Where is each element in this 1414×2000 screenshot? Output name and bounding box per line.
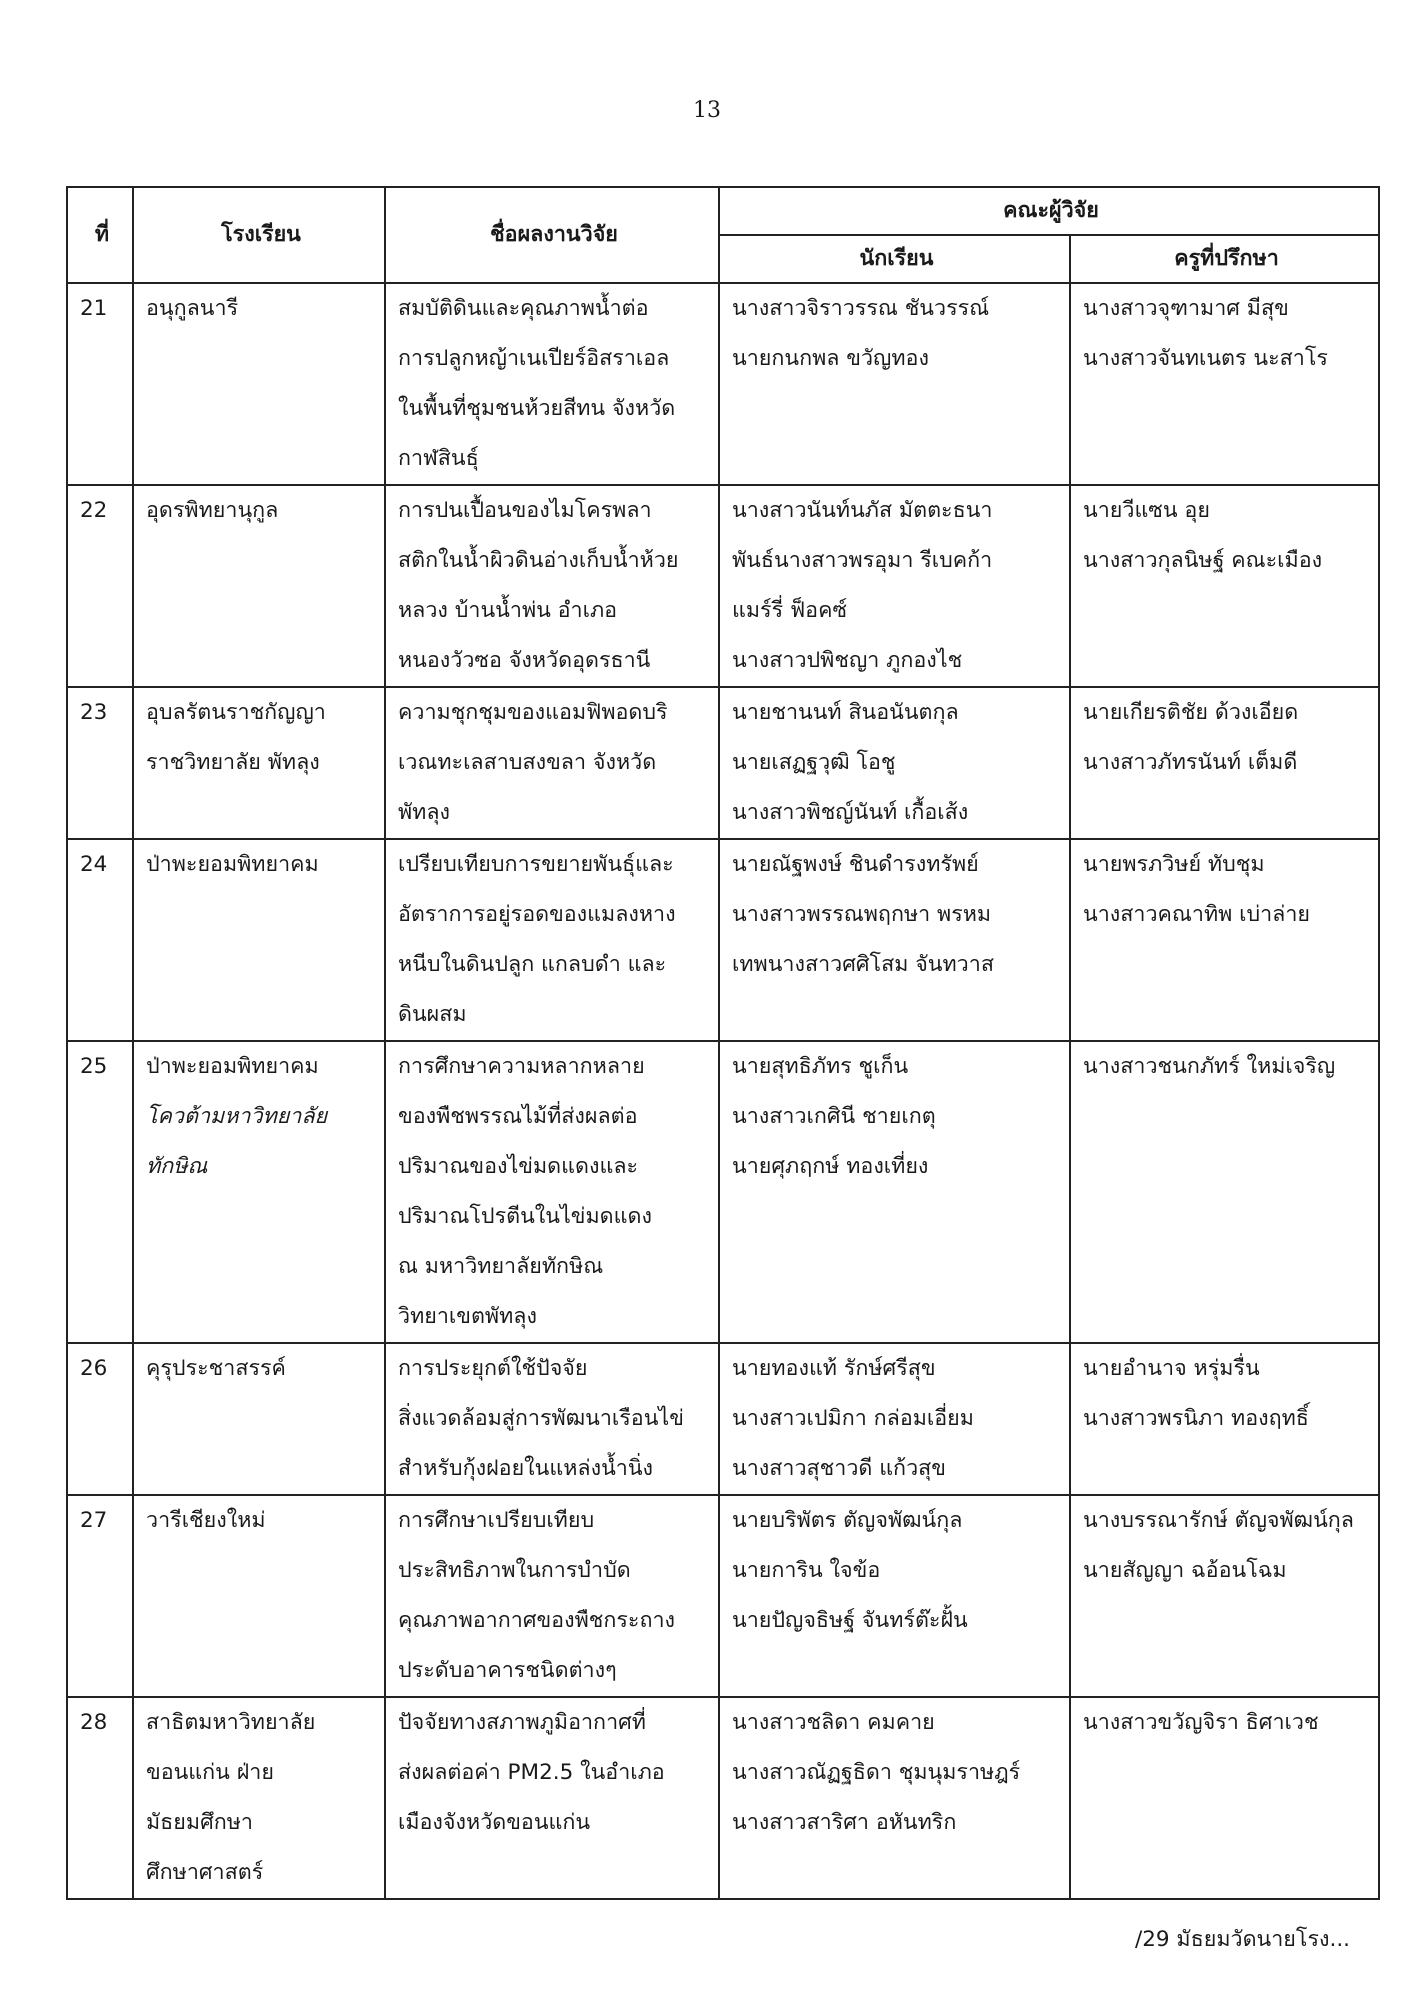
cell-students-line: นางสาวจิราวรรณ ชันวรรณ์ bbox=[732, 296, 990, 321]
cell-no: 27 bbox=[67, 1495, 133, 1697]
cell-students-line: พันธ์นางสาวพรอุมา รีเบคก้า bbox=[732, 548, 993, 573]
cell-title-line: เปรียบเทียบการขยายพันธุ์และ bbox=[398, 852, 674, 877]
cell-title-line: หลวง บ้านน้ำพ่น อำเภอ bbox=[398, 598, 618, 623]
cell-advisors-line: นางสาวจุฑามาศ มีสุข bbox=[1083, 296, 1289, 321]
cell-students bbox=[719, 1697, 1070, 1899]
header-title: ชื่อผลงานวิจัย bbox=[385, 187, 719, 283]
cell-advisors-line: นางบรรณารักษ์ ตัญจพัฒน์กุล bbox=[1083, 1508, 1354, 1533]
cell-title-line: ปริมาณโปรตีนในไข่มดแดง bbox=[398, 1204, 652, 1229]
table-row bbox=[67, 1697, 1379, 1899]
cell-title-line: การศึกษาเปรียบเทียบ bbox=[398, 1508, 595, 1533]
cell-no: 25 bbox=[67, 1041, 133, 1343]
cell-students bbox=[719, 1495, 1070, 1697]
cell-title-line: ดินผสม bbox=[398, 1002, 467, 1027]
table-body bbox=[67, 283, 1379, 1899]
cell-title-line: อัตราการอยู่รอดของแมลงหาง bbox=[398, 902, 676, 927]
cell-students-line: นายทองแท้ รักษ์ศรีสุข bbox=[732, 1356, 936, 1381]
cell-title-line: ปริมาณของไข่มดแดงและ bbox=[398, 1154, 639, 1179]
cell-title-line: เวณทะเลสาบสงขลา จังหวัด bbox=[398, 750, 657, 775]
research-table bbox=[66, 186, 1380, 1900]
cell-students bbox=[719, 839, 1070, 1041]
cell-advisors-line: นางสาวชนกภัทร์ ใหม่เจริญ bbox=[1083, 1054, 1336, 1079]
cell-no: 22 bbox=[67, 485, 133, 687]
cell-title-line: ประสิทธิภาพในการบำบัด bbox=[398, 1558, 631, 1583]
cell-school-line: ป่าพะยอมพิทยาคม bbox=[146, 852, 319, 877]
cell-students-line: นางสาวพรรณพฤกษา พรหม bbox=[732, 902, 992, 927]
cell-students-line: นายเสฏฐวุฒิ โอชู bbox=[732, 750, 896, 775]
table-row bbox=[67, 839, 1379, 1041]
cell-students bbox=[719, 1343, 1070, 1495]
header-school: โรงเรียน bbox=[133, 187, 385, 283]
cell-advisors-line: นางสาวจันทเนตร นะสาโร bbox=[1083, 346, 1328, 371]
cell-title-line: เมืองจังหวัดขอนแก่น bbox=[398, 1810, 591, 1835]
cell-school-line: ศึกษาศาสตร์ bbox=[146, 1860, 264, 1885]
cell-students-line: นายกนกพล ขวัญทอง bbox=[732, 346, 929, 371]
cell-students bbox=[719, 485, 1070, 687]
cell-students-line: นายปัญจธิษฐ์ จันทร์ต๊ะฝั้น bbox=[732, 1608, 968, 1633]
cell-no: 28 bbox=[67, 1697, 133, 1899]
table-row bbox=[67, 1041, 1379, 1343]
cell-advisors-line: นางสาวคณาทิพ เบ่าล่าย bbox=[1083, 902, 1311, 927]
cell-students bbox=[719, 687, 1070, 839]
cell-title-line: หนีบในดินปลูก แกลบดำ และ bbox=[398, 952, 667, 977]
table-row bbox=[67, 687, 1379, 839]
cell-title-line: กาฬสินธุ์ bbox=[398, 446, 479, 471]
cell-title-line: การประยุกต์ใช้ปัจจัย bbox=[398, 1356, 588, 1381]
cell-school bbox=[133, 1343, 385, 1495]
cell-students-line: นายณัฐพงษ์ ชินดำรงทรัพย์ bbox=[732, 852, 979, 877]
cell-students-line: นายการิน ใจข้อ bbox=[732, 1558, 881, 1583]
cell-advisors-line: นางสาวพรนิภา ทองฤทธิ์ bbox=[1083, 1406, 1309, 1431]
cell-students-line: นางสาวเกศินี ชายเกตุ bbox=[732, 1104, 936, 1129]
header-no: ที่ bbox=[67, 187, 133, 283]
cell-advisors bbox=[1070, 839, 1379, 1041]
header-advisors: ครูที่ปรึกษา bbox=[1070, 235, 1379, 283]
cell-students-line: นางสาวปพิชญา ภูกองไช bbox=[732, 648, 963, 673]
cell-school bbox=[133, 1495, 385, 1697]
cell-title bbox=[385, 283, 719, 485]
cell-school-line: อุดรพิทยานุกูล bbox=[146, 498, 279, 523]
cell-school-line-italic: โควต้ามหาวิทยาลัย bbox=[146, 1104, 328, 1129]
cell-students-line: นางสาวเปมิกา กล่อมเอี่ยม bbox=[732, 1406, 974, 1431]
cell-students-line: เทพนางสาวศศิโสม จันทวาส bbox=[732, 952, 994, 977]
table-row bbox=[67, 485, 1379, 687]
cell-students bbox=[719, 1041, 1070, 1343]
cell-title-line: ณ มหาวิทยาลัยทักษิณ bbox=[398, 1254, 604, 1279]
continuation-note: /29 มัธยมวัดนายโรง... bbox=[1135, 1927, 1350, 1952]
cell-advisors bbox=[1070, 1495, 1379, 1697]
cell-advisors-line: นายสัญญา ฉอ้อนโฉม bbox=[1083, 1558, 1287, 1583]
cell-school bbox=[133, 1697, 385, 1899]
header-research-team: คณะผู้วิจัย bbox=[719, 187, 1379, 235]
cell-school-line: อนุกูลนารี bbox=[146, 296, 239, 321]
cell-title-line: การปลูกหญ้าเนเปียร์อิสราเอล bbox=[398, 346, 670, 371]
cell-title-line: ความชุกชุมของแอมฟิพอดบริ bbox=[398, 700, 668, 725]
table-row bbox=[67, 1495, 1379, 1697]
cell-school bbox=[133, 283, 385, 485]
cell-title-line: สำหรับกุ้งฝอยในแหล่งน้ำนิ่ง bbox=[398, 1456, 654, 1481]
cell-students-line: แมร์รี่ ฟ็อคซ์ bbox=[732, 598, 848, 623]
page-number: 13 bbox=[693, 98, 721, 123]
cell-school bbox=[133, 485, 385, 687]
cell-school-line: คุรุประชาสรรค์ bbox=[146, 1356, 286, 1381]
cell-advisors-line: นางสาวกุลนิษฐ์ คณะเมือง bbox=[1083, 548, 1323, 573]
cell-school bbox=[133, 687, 385, 839]
cell-title bbox=[385, 1495, 719, 1697]
cell-students bbox=[719, 283, 1070, 485]
cell-advisors-line: นายพรภวิษย์ ทับชุม bbox=[1083, 852, 1265, 877]
cell-students-line: นางสาวณัฏฐธิดา ชุมนุมราษฎร์ bbox=[732, 1760, 1021, 1785]
table-row bbox=[67, 283, 1379, 485]
cell-title-line: วิทยาเขตพัทลุง bbox=[398, 1304, 537, 1329]
cell-students-line: นางสาวสาริศา อหันทริก bbox=[732, 1810, 957, 1835]
cell-advisors-line: นางสาวขวัญจิรา ธิศาเวช bbox=[1083, 1710, 1319, 1735]
cell-advisors bbox=[1070, 485, 1379, 687]
cell-no: 24 bbox=[67, 839, 133, 1041]
cell-school-line: ขอนแก่น ฝ่าย bbox=[146, 1760, 274, 1785]
header-students: นักเรียน bbox=[719, 235, 1070, 283]
cell-school bbox=[133, 839, 385, 1041]
cell-advisors bbox=[1070, 1343, 1379, 1495]
cell-title bbox=[385, 485, 719, 687]
cell-school-line: วารีเชียงใหม่ bbox=[146, 1508, 266, 1533]
cell-school bbox=[133, 1041, 385, 1343]
cell-no: 21 bbox=[67, 283, 133, 485]
cell-title bbox=[385, 687, 719, 839]
cell-students-line: นางสาวชลิดา คมคาย bbox=[732, 1710, 935, 1735]
cell-school-line: ป่าพะยอมพิทยาคม bbox=[146, 1054, 319, 1079]
cell-advisors-line: นายอำนาจ หรุ่มรื่น bbox=[1083, 1356, 1260, 1381]
cell-students-line: นางสาวสุชาวดี แก้วสุข bbox=[732, 1456, 946, 1481]
cell-school-line: ราชวิทยาลัย พัทลุง bbox=[146, 750, 320, 775]
cell-title-line: ปัจจัยทางสภาพภูมิอากาศที่ bbox=[398, 1710, 646, 1735]
cell-title bbox=[385, 1343, 719, 1495]
cell-title bbox=[385, 839, 719, 1041]
cell-advisors-line: นางสาวภัทรนันท์ เต็มดี bbox=[1083, 750, 1298, 775]
cell-title-line: การปนเปื้อนของไมโครพลา bbox=[398, 498, 652, 523]
cell-students-line: นางสาวนันท์นภัส มัตตะธนา bbox=[732, 498, 993, 523]
cell-school-line-italic: ทักษิณ bbox=[146, 1154, 208, 1179]
cell-title-line: ประดับอาคารชนิดต่างๆ bbox=[398, 1658, 617, 1683]
cell-title-line: หนองวัวซอ จังหวัดอุดรธานี bbox=[398, 648, 651, 673]
cell-title bbox=[385, 1041, 719, 1343]
cell-advisors bbox=[1070, 1697, 1379, 1899]
cell-title-line: พัทลุง bbox=[398, 800, 451, 825]
cell-students-line: นายศุภฤกษ์ ทองเที่ยง bbox=[732, 1154, 929, 1179]
cell-title-line: ส่งผลต่อค่า PM2.5 ในอำเภอ bbox=[398, 1760, 665, 1785]
cell-advisors-line: นายวีแซน อุย bbox=[1083, 498, 1210, 523]
cell-school-line: อุบลรัตนราชกัญญา bbox=[146, 700, 326, 725]
cell-advisors bbox=[1070, 283, 1379, 485]
cell-school-line: มัธยมศึกษา bbox=[146, 1810, 253, 1835]
cell-no: 23 bbox=[67, 687, 133, 839]
cell-title-line: ในพื้นที่ชุมชนห้วยสีทน จังหวัด bbox=[398, 396, 676, 421]
table-row bbox=[67, 1343, 1379, 1495]
cell-title-line: สมบัติดินและคุณภาพน้ำต่อ bbox=[398, 296, 649, 321]
cell-students-line: นางสาวพิชญ์นันท์ เกื้อเส้ง bbox=[732, 800, 969, 825]
cell-students-line: นายสุทธิภัทร ชูเก็น bbox=[732, 1054, 909, 1079]
cell-students-line: นายชานนท์ สินอนันตกุล bbox=[732, 700, 959, 725]
cell-title-line: สิ่งแวดล้อมสู่การพัฒนาเรือนไข่ bbox=[398, 1406, 684, 1431]
cell-title-line: ของพืชพรรณไม้ที่ส่งผลต่อ bbox=[398, 1104, 638, 1129]
cell-title bbox=[385, 1697, 719, 1899]
cell-title-line: คุณภาพอากาศของพืชกระถาง bbox=[398, 1608, 676, 1633]
cell-advisors-line: นายเกียรติชัย ด้วงเอียด bbox=[1083, 700, 1299, 725]
cell-title-line: สติกในน้ำผิวดินอ่างเก็บน้ำห้วย bbox=[398, 548, 679, 573]
cell-students-line: นายบริพัตร ตัญจพัฒน์กุล bbox=[732, 1508, 963, 1533]
cell-title-line: การศึกษาความหลากหลาย bbox=[398, 1054, 645, 1079]
cell-advisors bbox=[1070, 1041, 1379, 1343]
cell-no: 26 bbox=[67, 1343, 133, 1495]
cell-advisors bbox=[1070, 687, 1379, 839]
cell-school-line: สาธิตมหาวิทยาลัย bbox=[146, 1710, 316, 1735]
